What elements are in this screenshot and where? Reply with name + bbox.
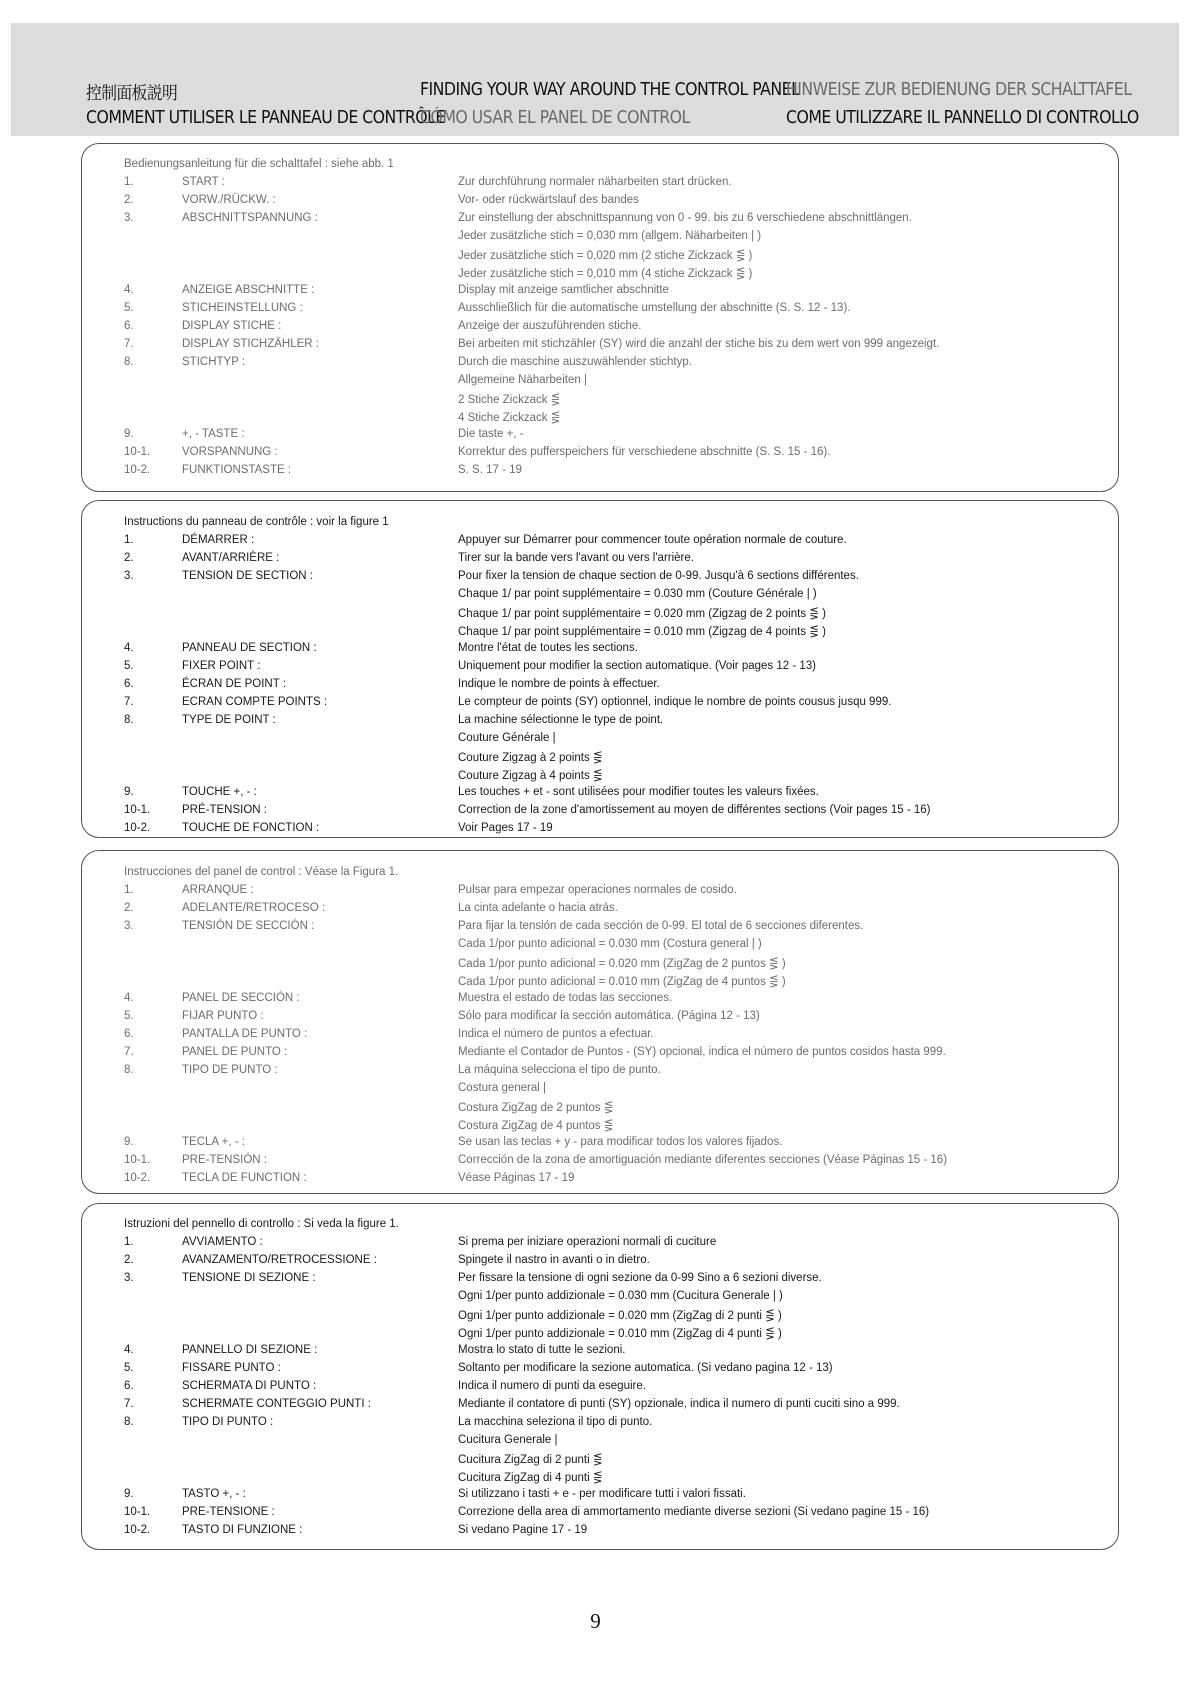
instruction-row [0,230,1191,248]
item-description: Cucitura ZigZag di 2 punti ⋚ [458,1454,603,1466]
item-description: Véase Páginas 17 - 19 [458,1172,575,1184]
item-number: 1. [124,1236,134,1248]
section-title: Instructions du panneau de contrôle : voir la figure 1 [124,516,389,528]
item-label: +, - TASTE : [182,428,245,440]
item-description: Pulsar para empezar operaciones normales de cosido. [458,884,737,896]
item-number: 1. [124,534,134,546]
item-description: Montre l'état de toutes les sections. [458,642,638,654]
instruction-row [0,356,1191,374]
item-description: Mediante il contatore di punti (SY) opzionale, indica il numero di punti cuciti sino a 999. [458,1398,900,1410]
section-title: Instrucciones del panel de control : Véase la Figura 1. [124,866,399,878]
item-label: TOUCHE +, - : [182,786,257,798]
item-label: TOUCHE DE FONCTION : [182,822,320,834]
item-number: 7. [124,696,134,708]
item-number: 2. [124,194,134,206]
item-label: ECRAN COMPTE POINTS : [182,696,328,708]
item-number: 7. [124,338,134,350]
item-description: Corrección de la zona de amortiguación mediante diferentes secciones (Véase Páginas 15 - 16) [458,1154,948,1166]
instruction-row [0,1434,1191,1452]
item-description: Ogni 1/per punto addizionale = 0.030 mm (Cucitura Generale | ) [458,1290,783,1302]
item-number: 10-2. [124,822,151,834]
item-description: Cucitura ZigZag di 4 punti ⋚ [458,1472,603,1484]
item-description: Spingete il nastro in avanti o in dietro. [458,1254,650,1266]
item-description: Indique le nombre de points à effectuer. [458,678,660,690]
item-number: 9. [124,1488,134,1500]
item-label: PRÉ-TENSION : [182,804,267,816]
instruction-row [0,1416,1191,1434]
item-label: STICHEINSTELLUNG : [182,302,303,314]
item-description: Jeder zusätzliche stich = 0,010 mm (4 stiche Zickzack ⋚ ) [458,268,753,280]
item-description: Zur durchführung normaler näharbeiten start drücken. [458,176,732,188]
item-description: 2 Stiche Zickzack ⋚ [458,394,561,406]
instruction-row [0,338,1191,356]
item-description: Mediante el Contador de Puntos - (SY) opcional, indica el número de puntos cosidos hasta 999. [458,1046,946,1058]
item-label: DÉMARRER : [182,534,255,546]
instruction-row [0,714,1191,732]
item-label: DISPLAY STICHE : [182,320,282,332]
item-label: AVANT/ARRIÈRE : [182,552,280,564]
item-label: TASTO +, - : [182,1488,246,1500]
item-label: SCHERMATA DI PUNTO : [182,1380,317,1392]
item-label: TENSIONE DI SEZIONE : [182,1272,316,1284]
instruction-row [0,428,1191,446]
item-label: PANNEAU DE SECTION : [182,642,317,654]
item-description: Per fissare la tensione di ogni sezione da 0-99 Sino a 6 sezioni diverse. [458,1272,822,1284]
instruction-row [0,464,1191,482]
instruction-row [0,392,1191,410]
item-label: TENSIÓN DE SECCIÓN : [182,920,315,932]
item-description: Correzione della area di ammortamento mediante diverse sezioni (Si vedano pagine 15 - 16) [458,1506,930,1518]
item-description: Appuyer sur Démarrer pour commencer toute opération normale de couture. [458,534,847,546]
item-description: Ogni 1/per punto addizionale = 0.020 mm (ZigZag di 2 punti ⋚ ) [458,1310,782,1322]
instruction-row [0,194,1191,212]
instruction-row [0,1272,1191,1290]
instruction-row [0,992,1191,1010]
item-number: 5. [124,660,134,672]
item-description: La máquina selecciona el tipo de punto. [458,1064,661,1076]
item-description: Costura ZigZag de 4 puntos ⋚ [458,1120,614,1132]
instruction-row [0,1082,1191,1100]
item-description: Uniquement pour modifier la section automatique. (Voir pages 12 - 13) [458,660,816,672]
item-label: FIJAR PUNTO : [182,1010,264,1022]
item-number: 4. [124,992,134,1004]
instruction-row [0,902,1191,920]
title-chinese: 控制面板説明 [86,84,178,104]
instruction-row [0,938,1191,956]
item-number: 7. [124,1046,134,1058]
item-description: Die taste +, - [458,428,524,440]
instruction-row [0,176,1191,194]
item-label: TIPO DE PUNTO : [182,1064,278,1076]
item-number: 7. [124,1398,134,1410]
title-french: COMMENT UTILISER LE PANNEAU DE CONTRÔLE [86,108,445,128]
item-description: Zur einstellung der abschnittspannung von 0 - 99. bis zu 6 verschiedene abschnittlängen. [458,212,912,224]
instruction-row [0,974,1191,992]
item-description: La machine sélectionne le type de point. [458,714,664,726]
instruction-row [0,320,1191,338]
item-description: Para fijar la tensión de cada sección de 0-99. El total de 6 secciones diferentes. [458,920,864,932]
item-number: 2. [124,1254,134,1266]
item-number: 1. [124,176,134,188]
item-label: PRE-TENSIONE : [182,1506,275,1518]
item-number: 9. [124,1136,134,1148]
item-label: ADELANTE/RETROCESO : [182,902,326,914]
item-description: Chaque 1/ par point supplémentaire = 0.020 mm (Zigzag de 2 points ⋚ ) [458,608,826,620]
instruction-row [0,302,1191,320]
item-description: Les touches + et - sont utilisées pour modifier toutes les valeurs fixées. [458,786,819,798]
instruction-row [0,696,1191,714]
item-label: FISSARE PUNTO : [182,1362,281,1374]
instruction-row [0,1290,1191,1308]
instruction-row [0,1064,1191,1082]
item-label: TECLA DE FUNCTION : [182,1172,307,1184]
instruction-row [0,678,1191,696]
item-description: Cada 1/por punto adicional = 0.020 mm (ZigZag de 2 puntos ⋚ ) [458,958,786,970]
instruction-row [0,1488,1191,1506]
item-description: Bei arbeiten mit stichzähler (SY) wird die anzahl der stiche bis zu dem wert von 999 angezeigt. [458,338,940,350]
item-description: Cucitura Generale | [458,1434,558,1446]
item-label: TASTO DI FUNZIONE : [182,1524,303,1536]
item-number: 8. [124,1416,134,1428]
item-label: ÉCRAN DE POINT : [182,678,286,690]
item-label: ANZEIGE ABSCHNITTE : [182,284,315,296]
title-spanish: CÓMO USAR EL PANEL DE CONTROL [420,108,690,128]
item-number: 10-1. [124,446,151,458]
item-number: 8. [124,356,134,368]
item-description: Si prema per iniziare operazioni normali di cuciture [458,1236,717,1248]
item-number: 2. [124,902,134,914]
instruction-row [0,884,1191,902]
instruction-row [0,956,1191,974]
item-description: Durch die maschine auszuwählender stichtyp. [458,356,692,368]
instruction-row [0,534,1191,552]
instruction-row [0,1118,1191,1136]
instruction-row [0,786,1191,804]
item-description: Muestra el estado de todas las secciones. [458,992,673,1004]
item-number: 4. [124,284,134,296]
item-label: START : [182,176,225,188]
instruction-row [0,920,1191,938]
item-number: 2. [124,552,134,564]
instruction-row [0,642,1191,660]
item-description: Indica el número de puntos a efectuar. [458,1028,654,1040]
instruction-row [0,1028,1191,1046]
instruction-row [0,1326,1191,1344]
instruction-row [0,1452,1191,1470]
instruction-row [0,284,1191,302]
instruction-row [0,212,1191,230]
item-label: FIXER POINT : [182,660,261,672]
item-label: ARRANQUE : [182,884,254,896]
item-description: Correction de la zone d'amortissement au moyen de différentes sections (Voir pages 15 - 16) [458,804,931,816]
item-label: AVVIAMENTO : [182,1236,263,1248]
instruction-row [0,1172,1191,1190]
instruction-row [0,1254,1191,1272]
item-description: Cada 1/por punto adicional = 0.030 mm (Costura general | ) [458,938,762,950]
item-description: Le compteur de points (SY) optionnel, indique le nombre de points cousus jusqu 999. [458,696,892,708]
title-german: HINWEISE ZUR BEDIENUNG DER SCHALTTAFEL [786,80,1132,100]
item-number: 6. [124,1380,134,1392]
item-number: 9. [124,786,134,798]
item-label: PANTALLA DE PUNTO : [182,1028,308,1040]
instruction-row [0,1506,1191,1524]
item-description: Pour fixer la tension de chaque section de 0-99. Jusqu'à 6 sections différentes. [458,570,859,582]
item-number: 3. [124,1272,134,1284]
item-description: Korrektur des pufferspeichers für verschiedene abschnitte (S. S. 15 - 16). [458,446,831,458]
item-description: Allgemeine Näharbeiten | [458,374,587,386]
item-number: 5. [124,302,134,314]
item-label: TYPE DE POINT : [182,714,276,726]
item-description: Ogni 1/per punto addizionale = 0.010 mm (ZigZag di 4 punti ⋚ ) [458,1328,782,1340]
item-number: 10-1. [124,1154,151,1166]
title-english: FINDING YOUR WAY AROUND THE CONTROL PANEL [420,80,800,100]
item-number: 10-2. [124,1172,151,1184]
item-description: Costura ZigZag de 2 puntos ⋚ [458,1102,614,1114]
item-number: 10-2. [124,1524,151,1536]
title-italian: COME UTILIZZARE IL PANNELLO DI CONTROLLO [786,108,1139,128]
item-label: ABSCHNITTSPANNUNG : [182,212,318,224]
item-number: 9. [124,428,134,440]
instruction-row [0,822,1191,840]
item-number: 5. [124,1010,134,1022]
item-description: Tirer sur la bande vers l'avant ou vers l'arrière. [458,552,694,564]
item-number: 8. [124,1064,134,1076]
instruction-row [0,768,1191,786]
item-label: DISPLAY STICHZÄHLER : [182,338,319,350]
item-number: 3. [124,920,134,932]
item-description: S. S. 17 - 19 [458,464,522,476]
instruction-row [0,1308,1191,1326]
item-number: 4. [124,642,134,654]
item-label: PANEL DE PUNTO : [182,1046,288,1058]
item-description: Jeder zusätzliche stich = 0,020 mm (2 stiche Zickzack ⋚ ) [458,250,753,262]
instruction-row [0,1380,1191,1398]
instruction-row [0,624,1191,642]
instruction-row [0,266,1191,284]
item-description: Costura general | [458,1082,547,1094]
item-number: 8. [124,714,134,726]
instruction-row [0,570,1191,588]
item-description: Cada 1/por punto adicional = 0.010 mm (ZigZag de 4 puntos ⋚ ) [458,976,786,988]
instruction-row [0,1236,1191,1254]
item-description: Sólo para modificar la sección automática. (Página 12 - 13) [458,1010,760,1022]
instruction-row [0,1046,1191,1064]
item-number: 10-1. [124,1506,151,1518]
item-number: 6. [124,678,134,690]
item-description: Soltanto per modificare la sezione automatica. (Si vedano pagina 12 - 13) [458,1362,833,1374]
item-number: 10-2. [124,464,151,476]
item-number: 3. [124,570,134,582]
item-label: TIPO DI PUNTO : [182,1416,274,1428]
item-number: 3. [124,212,134,224]
item-description: Se usan las teclas + y - para modificar todos los valores fijados. [458,1136,783,1148]
item-description: Anzeige der auszuführenden stiche. [458,320,642,332]
instruction-row [0,660,1191,678]
instruction-row [0,588,1191,606]
item-label: FUNKTIONSTASTE : [182,464,292,476]
item-description: Mostra lo stato di tutte le sezioni. [458,1344,626,1356]
item-description: Indica il numero di punti da eseguire. [458,1380,646,1392]
item-label: VORW./RÜCKW. : [182,194,276,206]
section-title: Bedienungsanleitung für die schalttafel : siehe abb. 1 [124,158,394,170]
instruction-row [0,750,1191,768]
instruction-row [0,1154,1191,1172]
item-description: Couture Zigzag à 4 points ⋚ [458,770,603,782]
item-description: Display mit anzeige samtlicher abschnitte [458,284,669,296]
item-description: 4 Stiche Zickzack ⋚ [458,412,561,424]
item-number: 4. [124,1344,134,1356]
item-description: Chaque 1/ par point supplémentaire = 0.010 mm (Zigzag de 4 points ⋚ ) [458,626,826,638]
item-description: Si vedano Pagine 17 - 19 [458,1524,588,1536]
item-number: 5. [124,1362,134,1374]
item-label: TENSION DE SECTION : [182,570,313,582]
instruction-row [0,804,1191,822]
item-description: Couture Zigzag à 2 points ⋚ [458,752,603,764]
instruction-row [0,1100,1191,1118]
item-description: Couture Générale | [458,732,556,744]
item-description: La macchina seleziona il tipo di punto. [458,1416,653,1428]
instruction-row [0,606,1191,624]
item-description: La cinta adelante o hacia atrás. [458,902,618,914]
item-description: Chaque 1/ par point supplémentaire = 0.030 mm (Couture Générale | ) [458,588,817,600]
item-label: SCHERMATE CONTEGGIO PUNTI : [182,1398,371,1410]
item-label: PANNELLO DI SEZIONE : [182,1344,318,1356]
item-label: TECLA +, - : [182,1136,245,1148]
item-label: PRE-TENSIÓN : [182,1154,267,1166]
item-number: 1. [124,884,134,896]
instruction-row [0,552,1191,570]
item-description: Voir Pages 17 - 19 [458,822,553,834]
instruction-row [0,1524,1191,1542]
item-label: PANEL DE SECCIÓN : [182,992,300,1004]
item-description: Jeder zusätzliche stich = 0,030 mm (allgem. Näharbeiten | ) [458,230,762,242]
page-number: 9 [590,1609,601,1633]
item-number: 6. [124,320,134,332]
item-number: 6. [124,1028,134,1040]
item-label: AVANZAMENTO/RETROCESSIONE : [182,1254,377,1266]
instruction-row [0,1344,1191,1362]
instruction-row [0,1470,1191,1488]
instruction-row [0,732,1191,750]
item-description: Si utilizzano i tasti + e - per modificare tutti i valori fissati. [458,1488,746,1500]
item-description: Vor- oder rückwärtslauf des bandes [458,194,639,206]
item-label: STICHTYP : [182,356,246,368]
instruction-row [0,1398,1191,1416]
item-label: VORSPANNUNG : [182,446,278,458]
instruction-row [0,446,1191,464]
instruction-row [0,374,1191,392]
instruction-row [0,1362,1191,1380]
instruction-row [0,248,1191,266]
instruction-row [0,410,1191,428]
instruction-row [0,1010,1191,1028]
instruction-row [0,1136,1191,1154]
item-number: 10-1. [124,804,151,816]
section-title: Istruzioni del pennello di controllo : Si veda la figure 1. [124,1218,399,1230]
item-description: Ausschließlich für die automatische umstellung der abschnitte (S. S. 12 - 13). [458,302,851,314]
